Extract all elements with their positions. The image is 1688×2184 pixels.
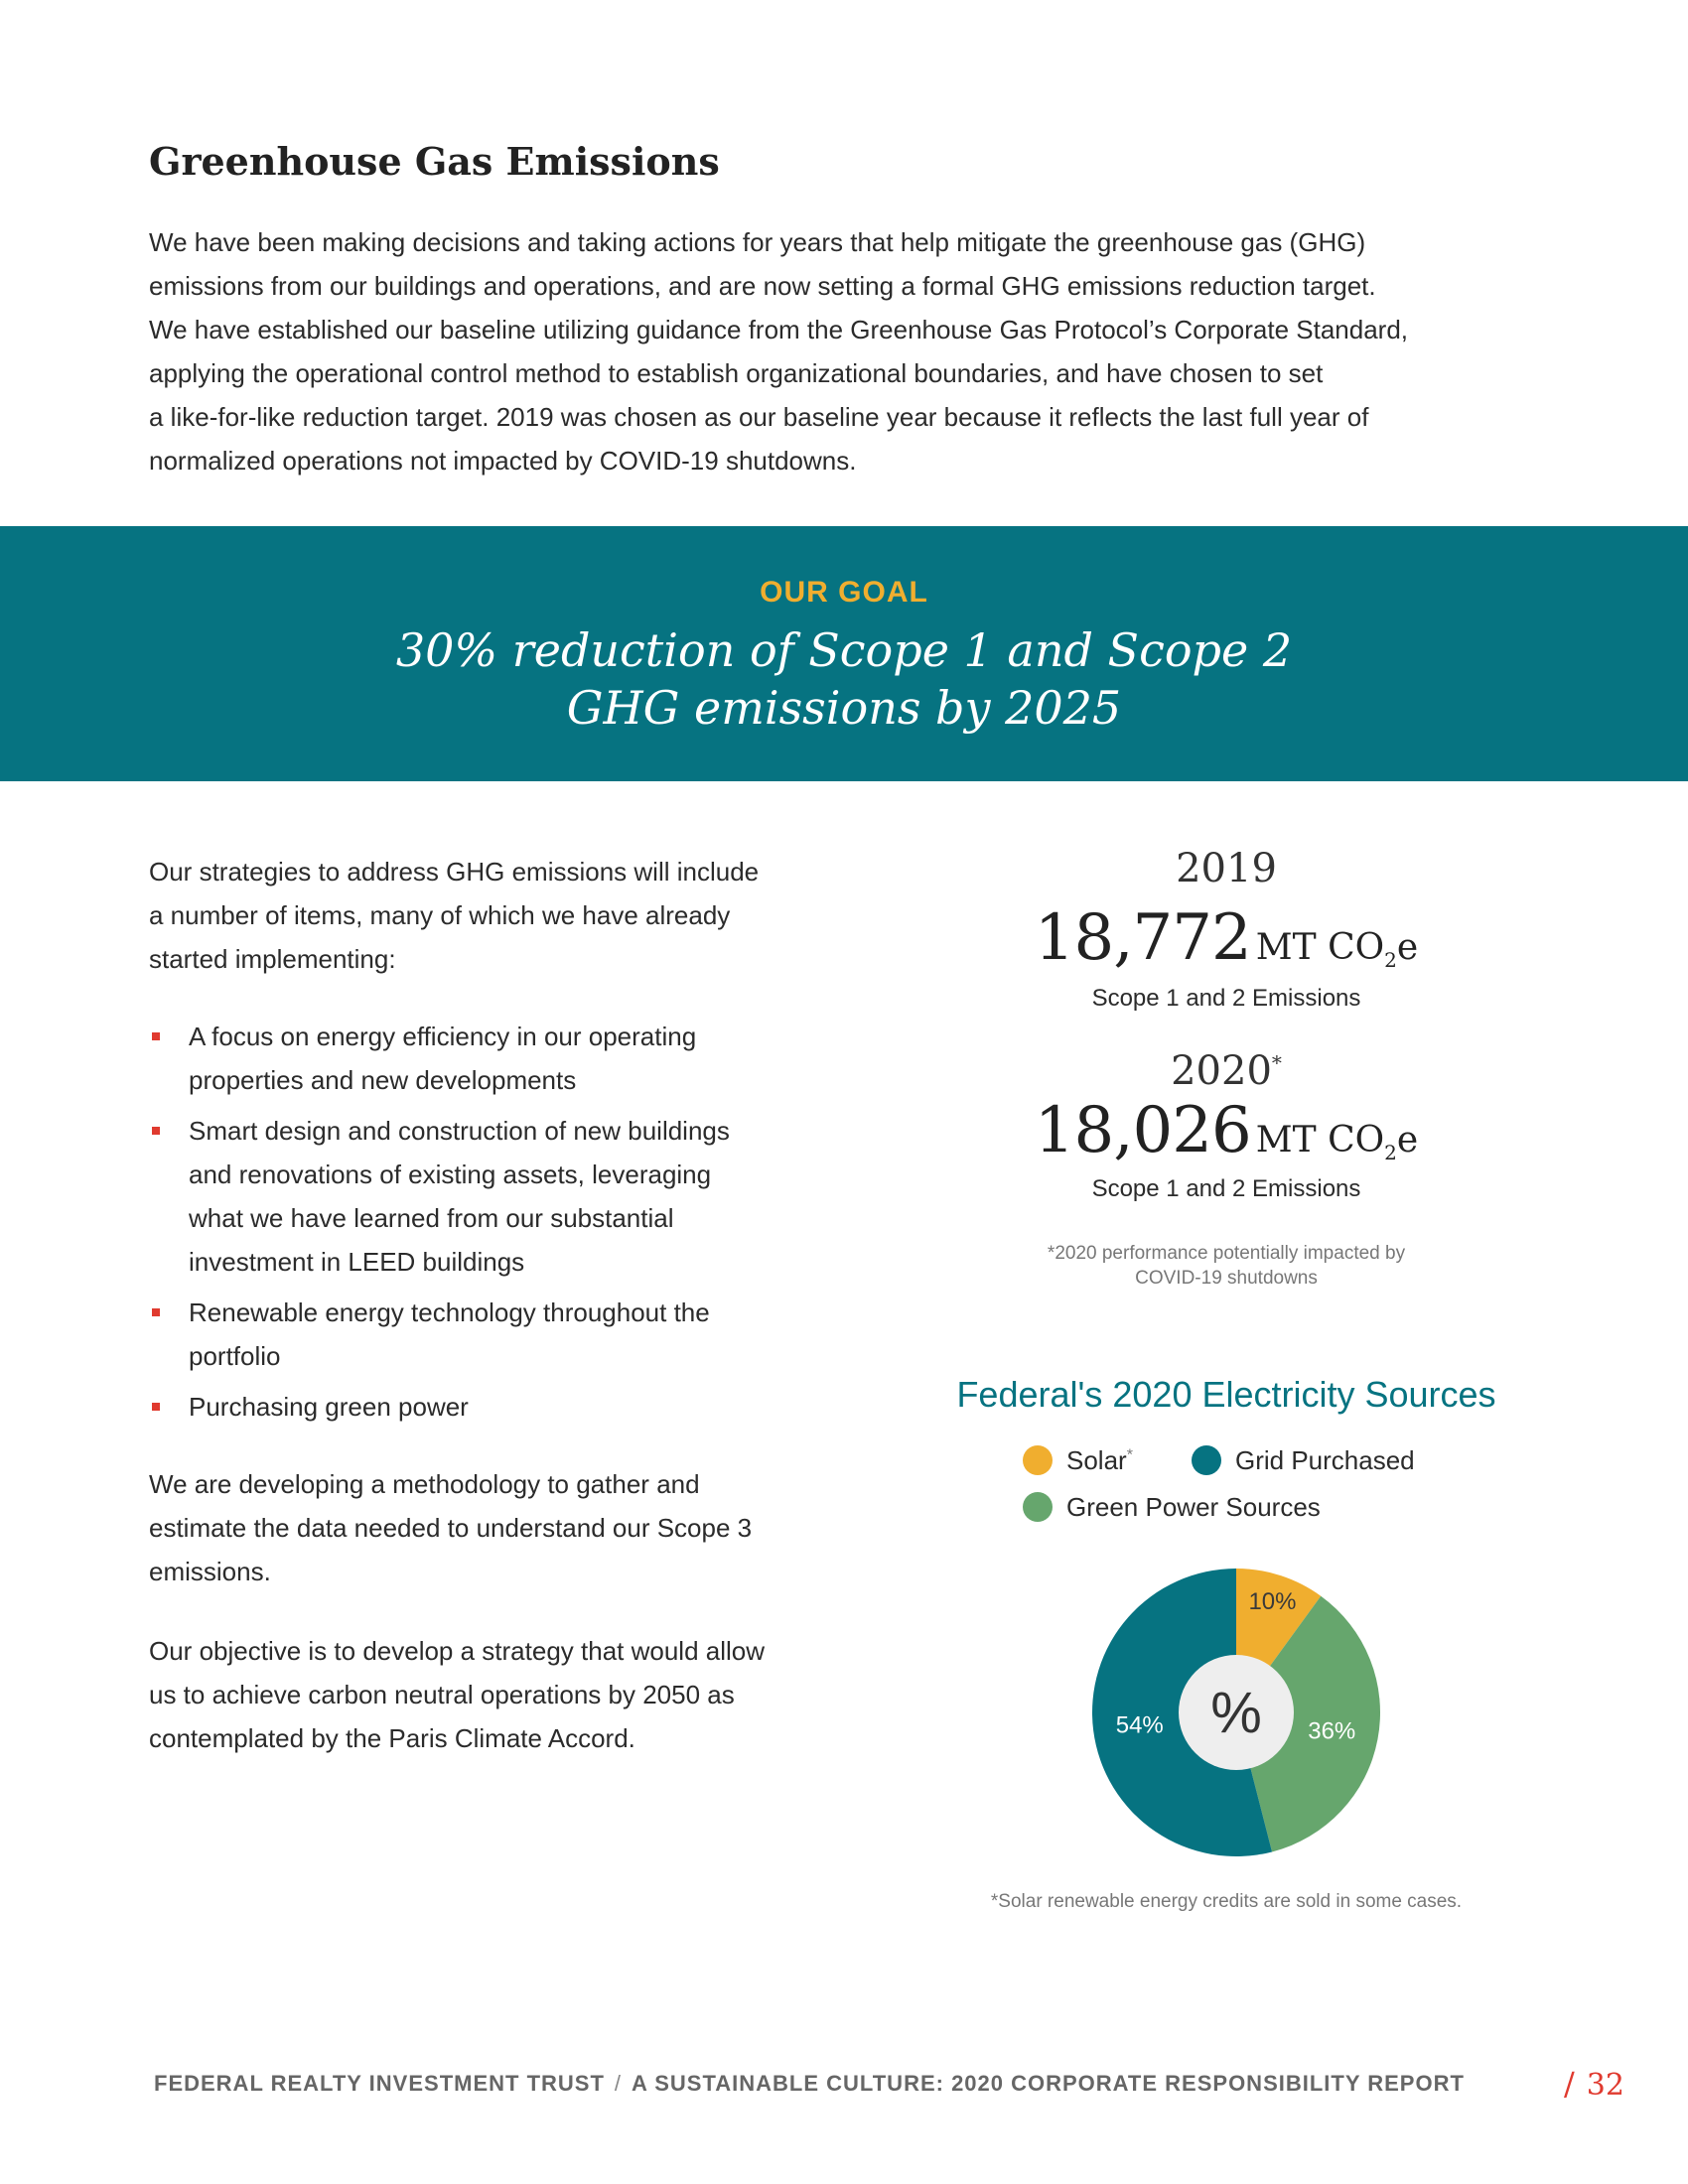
pie-center-label: % <box>1210 1681 1262 1745</box>
legend-grid-swatch <box>1192 1445 1221 1475</box>
intro-line: normalized operations not impacted by COVID-19 shutdowns. <box>149 446 857 476</box>
stat-2019-caption: Scope 1 and 2 Emissions <box>1091 985 1361 1012</box>
strategies-list <box>149 1015 765 1429</box>
footer <box>154 2071 1465 2097</box>
pie-slice-grid-label: 54% <box>1115 1711 1164 1739</box>
unit-prefix: MT CO <box>1255 1120 1385 1160</box>
stat-2020-value <box>953 1094 1499 1167</box>
goal-line-2: GHG emissions by 2025 <box>566 681 1122 735</box>
footer-org: FEDERAL REALTY INVESTMENT TRUST <box>154 2071 605 2096</box>
strategy-bullet: Smart design and construction of new buildings and renovations of existing assets, leveraging what we have learned from our substantial investment in LEED buildings <box>149 1109 765 1284</box>
stat-2020-year-text: 2020 <box>1171 1048 1272 1094</box>
footer-separator: / <box>614 2071 623 2096</box>
unit-suffix: e <box>1396 927 1419 968</box>
stat-2020-caption: Scope 1 and 2 Emissions <box>1091 1175 1361 1202</box>
pie-slice-green-power-label: 36% <box>1308 1717 1356 1745</box>
unit-sub: 2 <box>1384 1141 1397 1165</box>
page-number <box>1564 2065 1624 2103</box>
pie-slice-solar-label: 10% <box>1248 1587 1297 1615</box>
section-title: Greenhouse Gas Emissions <box>149 139 720 184</box>
stat-2019-year: 2019 <box>1176 846 1277 891</box>
strategy-bullet: A focus on energy efficiency in our operating properties and new developments <box>149 1015 765 1102</box>
stat-2020-asterisk: * <box>1271 1050 1282 1075</box>
unit-prefix: MT CO <box>1255 927 1385 968</box>
stat-2020-unit <box>1255 1120 1419 1165</box>
intro-line: a like-for-like reduction target. 2019 was chosen as our baseline year because it reflects the last full year of <box>149 402 1369 432</box>
legend-green-label: Green Power Sources <box>1066 1492 1321 1522</box>
legend-green-swatch <box>1023 1492 1053 1522</box>
chart-title: Federal's 2020 Electricity Sources <box>956 1374 1496 1415</box>
intro-line: applying the operational control method to establish organizational boundaries, and have chosen to set <box>149 358 1324 388</box>
legend-solar-label: Solar <box>1066 1445 1127 1475</box>
intro-line: We have established our baseline utilizing guidance from the Greenhouse Gas Protocol’s Corporate Standard, <box>149 315 1409 344</box>
legend-grid-label: Grid Purchased <box>1235 1445 1415 1475</box>
unit-suffix: e <box>1396 1120 1419 1160</box>
electricity-pie-chart <box>1072 1549 1400 1876</box>
covid-note-line: COVID-19 shutdowns <box>1135 1268 1318 1289</box>
legend-solar <box>1023 1445 1133 1476</box>
goal-line-1: 30% reduction of Scope 1 and Scope 2 <box>395 623 1293 677</box>
footer-report-title: A SUSTAINABLE CULTURE: 2020 CORPORATE RESPONSIBILITY REPORT <box>632 2071 1465 2096</box>
legend-grid <box>1192 1445 1415 1476</box>
chart-footnote: *Solar renewable energy credits are sold in some cases. <box>990 1891 1463 1912</box>
strategy-bullet: Purchasing green power <box>149 1385 765 1429</box>
stat-2020-year <box>1053 1048 1400 1094</box>
legend-solar-swatch <box>1023 1445 1053 1475</box>
page-number-slash: / <box>1564 2065 1575 2103</box>
objective-paragraph: Our objective is to develop a strategy that would allow us to achieve carbon neutral operations by 2050 as contemplated by the Paris Climate Accord. <box>149 1636 766 1753</box>
covid-note <box>953 1241 1499 1291</box>
page-number-value: 32 <box>1586 2068 1624 2103</box>
strategy-bullet: Renewable energy technology throughout the portfolio <box>149 1291 765 1378</box>
unit-sub: 2 <box>1384 948 1397 973</box>
stat-2019-value <box>953 901 1499 975</box>
scope3-paragraph: We are developing a methodology to gather and estimate the data needed to understand our Scope 3 emissions. <box>149 1469 753 1586</box>
intro-line: emissions from our buildings and operations, and are now setting a formal GHG emissions reduction target. <box>149 271 1376 301</box>
strategies-intro: Our strategies to address GHG emissions will include a number of items, many of which we have already started implementing: <box>149 857 760 974</box>
stat-2019-unit <box>1255 927 1419 973</box>
goal-banner <box>0 526 1688 781</box>
goal-label: OUR GOAL <box>760 576 928 609</box>
goal-statement <box>0 621 1688 737</box>
covid-note-line: *2020 performance potentially impacted by <box>1047 1243 1406 1264</box>
intro-paragraph <box>149 220 1559 482</box>
legend-green <box>1023 1492 1321 1523</box>
strategies-column <box>149 850 765 1760</box>
stat-2020-number: 18,026 <box>1034 1094 1251 1167</box>
intro-line: We have been making decisions and taking actions for years that help mitigate the greenhouse gas (GHG) <box>149 227 1366 257</box>
legend-solar-marker: * <box>1126 1446 1133 1464</box>
stat-2019-number: 18,772 <box>1034 901 1251 975</box>
